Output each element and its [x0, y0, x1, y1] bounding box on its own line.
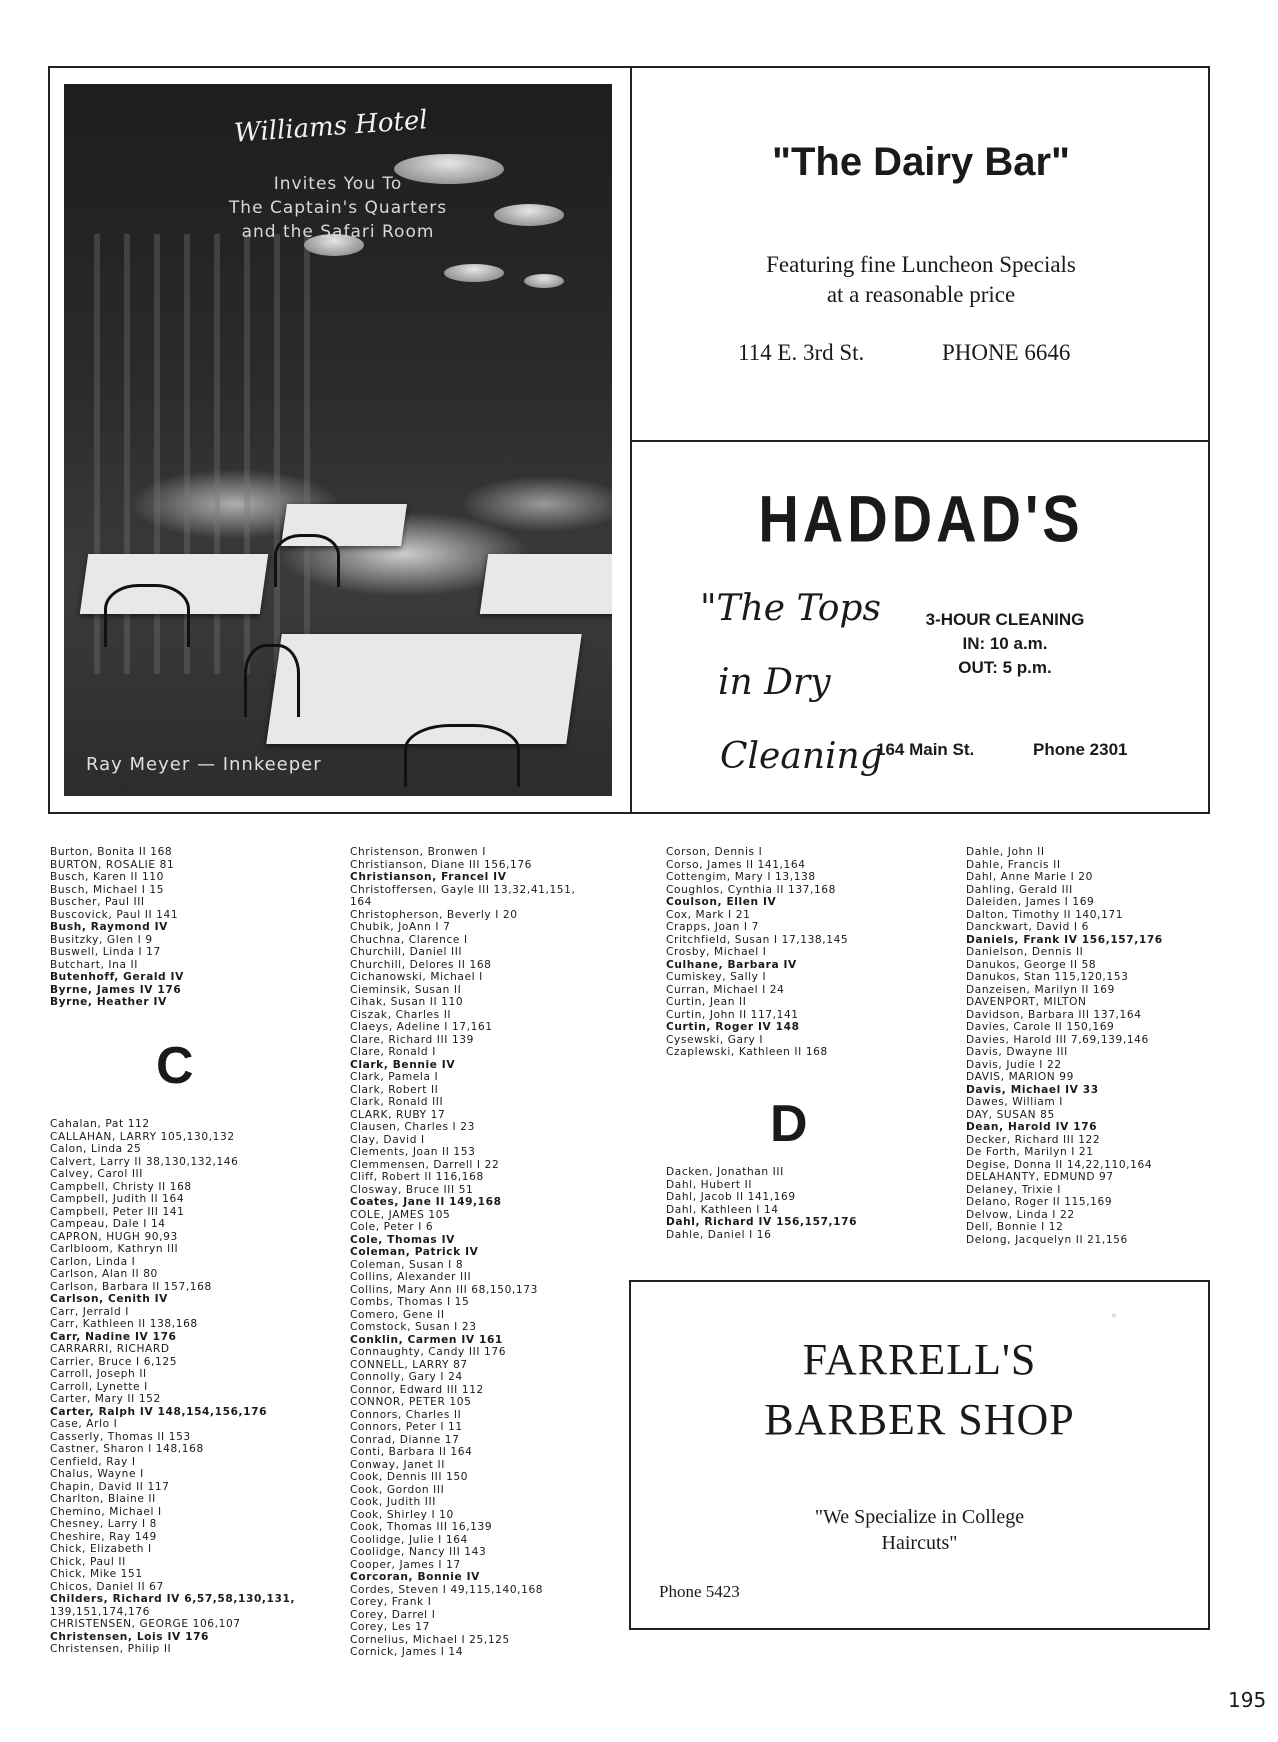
index-entry: Coulson, Ellen IV: [666, 896, 777, 908]
index-entry: Buscovick, Paul II 141: [50, 908, 179, 921]
index-entry: Crapps, Joan I 7: [666, 921, 759, 933]
index-entry: Curran, Michael I 24: [666, 983, 785, 996]
index-entry: Cumiskey, Sally I: [666, 971, 767, 983]
index-entry: Buscher, Paul III: [50, 896, 145, 908]
dairy-bar-title: "The Dairy Bar": [771, 140, 1071, 184]
index-entry: Cottengim, Mary I 13,138: [666, 871, 816, 883]
index-entry: Davis, Judie I 22: [966, 1058, 1062, 1071]
index-entry: Dahl, Anne Marie I 20: [966, 871, 1093, 883]
index-entry: DAVENPORT, MILTON: [966, 996, 1087, 1008]
index-entry: Childers, Richard IV 6,57,58,130,131,: [50, 1593, 296, 1605]
index-entry: Churchill, Delores II 168: [350, 958, 492, 971]
index-entry: Butchart, Ina II: [50, 958, 138, 971]
index-entry: Dahl, Jacob II 141,169: [666, 1191, 796, 1203]
farrell-mark: °: [1111, 1312, 1117, 1326]
index-entry: Cahalan, Pat 112: [50, 1118, 150, 1130]
index-entry: Cordes, Steven I 49,115,140,168: [350, 1583, 544, 1596]
index-entry: Christensen, Philip II: [50, 1643, 172, 1655]
haddads-in-time: IN: 10 a.m.: [962, 634, 1048, 653]
ad-divider-horizontal: [630, 440, 1210, 442]
index-entry: Daleiden, James I 169: [966, 896, 1095, 908]
index-entry: Coleman, Patrick IV: [350, 1246, 479, 1258]
index-entry: Calvey, Carol III: [50, 1168, 143, 1180]
index-entry: Carlson, Alan II 80: [50, 1268, 158, 1280]
index-entry: Campbell, Christy II 168: [50, 1180, 192, 1193]
index-entry: Curtin, Jean II: [666, 996, 747, 1008]
index-entry: Delano, Roger II 115,169: [966, 1196, 1113, 1208]
index-entry: Daniels, Frank IV 156,157,176: [966, 933, 1163, 946]
index-entry: Dahl, Hubert II: [666, 1178, 753, 1191]
index-entry: Cole, Peter I 6: [350, 1221, 434, 1233]
index-entry: Chesney, Larry I 8: [50, 1518, 157, 1530]
index-entry: Danzeisen, Marilyn II 169: [966, 983, 1115, 996]
index-entry: Clements, Joan II 153: [350, 1146, 476, 1158]
index-entry: Dahling, Gerald III: [966, 883, 1073, 896]
index-entry: Bush, Raymond IV: [50, 921, 168, 933]
index-entry: Curtin, John II 117,141: [666, 1008, 799, 1021]
index-entry: Case, Arlo I: [50, 1418, 118, 1430]
innkeeper-caption: Ray Meyer — Innkeeper: [86, 754, 322, 775]
index-entry: Claeys, Adeline I 17,161: [350, 1021, 493, 1033]
hotel-name: Williams Hotel: [233, 105, 429, 149]
index-entry: DAY, SUSAN 85: [966, 1108, 1055, 1121]
index-entry: CAPRON, HUGH 90,93: [50, 1230, 178, 1243]
haddads-address: 164 Main St.: [876, 740, 975, 759]
index-entry: Carroll, Lynette I: [50, 1380, 148, 1393]
index-entry: Carr, Jerrald I: [50, 1305, 129, 1318]
index-entry: Corcoran, Bonnie IV: [350, 1571, 480, 1583]
index-entry: Collins, Mary Ann III 68,150,173: [350, 1283, 538, 1296]
index-entry: Cooper, James I 17: [350, 1558, 461, 1571]
dairy-bar-line-1: Featuring fine Luncheon Specials: [766, 252, 1076, 277]
section-letter-c: C: [156, 1037, 194, 1095]
index-entry: Connor, Edward III 112: [350, 1383, 484, 1396]
index-entry: Connors, Charles II: [350, 1408, 462, 1421]
index-entry: Butenhoff, Gerald IV: [50, 971, 184, 983]
index-entry: Carter, Mary II 152: [50, 1393, 161, 1405]
index-entry: Churchill, Daniel III: [350, 946, 463, 958]
index-entry: Carrier, Bruce I 6,125: [50, 1355, 178, 1368]
index-entry: Clare, Ronald I: [350, 1046, 436, 1058]
index-entry: Buswell, Linda I 17: [50, 946, 161, 958]
index-entry: Danielson, Dennis II: [966, 946, 1084, 958]
index-entry: CALLAHAN, LARRY 105,130,132: [50, 1130, 235, 1143]
index-entry: Carlbloom, Kathryn III: [50, 1243, 179, 1255]
index-entry: Cook, Dennis III 150: [350, 1471, 469, 1483]
index-entry: CARRARRI, RICHARD: [50, 1343, 170, 1355]
farrell-title-line-1: FARRELL'S: [802, 1335, 1037, 1384]
index-entry: Coates, Jane II 149,168: [350, 1196, 502, 1208]
index-entry: Busitzky, Glen I 9: [50, 933, 153, 946]
index-entry: Crosby, Michael I: [666, 946, 767, 958]
dairy-bar-phone: PHONE 6646: [942, 340, 1071, 365]
index-entry: Corey, Darrel I: [350, 1608, 436, 1621]
index-entry: Decker, Richard III 122: [966, 1133, 1101, 1146]
index-entry: Cihak, Susan II 110: [350, 996, 464, 1008]
index-entry: Chapin, David II 117: [50, 1480, 170, 1493]
dairy-bar-address: 114 E. 3rd St.: [738, 340, 865, 365]
index-entry: Danukos, George II 58: [966, 958, 1097, 971]
index-entry: Calon, Linda 25: [50, 1143, 142, 1155]
section-letter-d: D: [770, 1095, 808, 1153]
index-entry: Christensen, Lois IV 176: [50, 1630, 210, 1643]
haddads-script-line-1: "The Tops: [700, 588, 881, 629]
index-entry: Charlton, Blaine II: [50, 1493, 156, 1505]
index-entry: Christianson, Francel IV: [350, 871, 507, 883]
index-entry: Campeau, Dale I 14: [50, 1218, 166, 1230]
index-entry: Carr, Nadine IV 176: [50, 1330, 177, 1343]
index-entry: Davies, Harold III 7,69,139,146: [966, 1033, 1149, 1046]
index-entry: Danukos, Stan 115,120,153: [966, 971, 1129, 983]
index-entry: Connors, Peter I 11: [350, 1421, 463, 1433]
index-entry: De Forth, Marilyn I 21: [966, 1146, 1094, 1158]
index-entry: Clark, Bennie IV: [350, 1058, 456, 1071]
index-entry: Carlson, Barbara II 157,168: [50, 1280, 212, 1293]
index-entry: Corson, Dennis I: [666, 846, 763, 858]
index-entry: Connolly, Gary I 24: [350, 1371, 463, 1383]
index-entry: Carlson, Cenith IV: [50, 1293, 168, 1305]
index-entry: Byrne, Heather IV: [50, 996, 167, 1008]
index-entry: Cornelius, Michael I 25,125: [350, 1633, 510, 1646]
index-entry: Clark, Robert II: [350, 1083, 439, 1096]
index-entry: Cook, Gordon III: [350, 1483, 445, 1496]
index-column-1: [50, 846, 184, 1009]
index-entry: Calvert, Larry II 38,130,132,146: [50, 1155, 239, 1168]
index-entry: Chubik, JoAnn I 7: [350, 921, 451, 933]
index-entry: Campbell, Peter III 141: [50, 1205, 185, 1218]
index-entry: Combs, Thomas I 15: [350, 1296, 470, 1308]
index-entry: Dahle, Daniel I 16: [666, 1228, 772, 1241]
index-entry: Dawes, William I: [966, 1096, 1064, 1108]
index-entry: Davis, Michael IV 33: [966, 1083, 1099, 1096]
index-entry: Comstock, Susan I 23: [350, 1321, 477, 1333]
index-entry: Cenfield, Ray I: [50, 1455, 136, 1468]
index-entry: Dahle, John II: [966, 846, 1045, 858]
index-entry: Dacken, Jonathan III: [666, 1166, 784, 1178]
hotel-photo: [64, 84, 612, 796]
index-entry: DELAHANTY, EDMUND 97: [966, 1171, 1114, 1183]
index-entry: Delaney, Trixie I: [966, 1183, 1061, 1196]
index-entry: Cook, Shirley I 10: [350, 1508, 454, 1521]
index-entry: Corso, James II 141,164: [666, 858, 806, 871]
index-entry: Corey, Frank I: [350, 1596, 432, 1608]
index-entry: Carlon, Linda I: [50, 1255, 136, 1268]
index-entry: CHRISTENSEN, GEORGE 106,107: [50, 1618, 241, 1630]
index-entry: Davis, Dwayne III: [966, 1046, 1068, 1058]
index-entry: Delong, Jacquelyn II 21,156: [966, 1233, 1128, 1246]
index-column-4: [966, 846, 1163, 1246]
index-entry: Davies, Carole II 150,169: [966, 1021, 1115, 1033]
index-entry: Dean, Harold IV 176: [966, 1121, 1098, 1133]
index-entry: Clare, Richard III 139: [350, 1033, 474, 1046]
index-entry: Cieminsik, Susan II: [350, 983, 462, 996]
haddads-script-line-3: Cleaning: [720, 736, 883, 777]
index-column-3-d-section: [666, 1166, 857, 1241]
index-entry: Castner, Sharon I 148,168: [50, 1443, 204, 1455]
index-entry: CONNOR, PETER 105: [350, 1396, 472, 1408]
index-entry: Conklin, Carmen IV 161: [350, 1333, 503, 1346]
index-entry: Cook, Judith III: [350, 1496, 436, 1508]
farrell-title-line-2: BARBER SHOP: [764, 1395, 1075, 1444]
index-entry: Chick, Mike 151: [50, 1568, 143, 1580]
index-entry: Christoffersen, Gayle III 13,32,41,151,: [350, 883, 576, 896]
index-entry: COLE, JAMES 105: [350, 1208, 451, 1221]
hotel-invite-line-2: The Captain's Quarters: [228, 198, 448, 218]
index-entry: Chicos, Daniel II 67: [50, 1580, 164, 1593]
haddads-title: HADDAD'S: [758, 481, 1084, 556]
index-entry: Cichanowski, Michael I: [350, 971, 483, 983]
index-entry: Conti, Barbara II 164: [350, 1446, 473, 1458]
farrell-phone: Phone 5423: [659, 1582, 740, 1601]
index-entry: Christopherson, Beverly I 20: [350, 908, 518, 921]
index-entry: Cole, Thomas IV: [350, 1233, 455, 1246]
index-entry: Cysewski, Gary I: [666, 1033, 764, 1046]
index-entry: CLARK, RUBY 17: [350, 1108, 446, 1121]
index-entry: Dalton, Timothy II 140,171: [966, 908, 1124, 921]
index-entry: Closway, Bruce III 51: [350, 1183, 474, 1196]
index-entry: Conrad, Dianne 17: [350, 1433, 460, 1446]
index-column-3: [666, 846, 848, 1059]
index-entry: Culhane, Barbara IV: [666, 958, 797, 971]
index-entry: 139,151,174,176: [50, 1605, 150, 1618]
index-entry: Christianson, Diane III 156,176: [350, 858, 533, 871]
index-entry: Degise, Donna II 14,22,110,164: [966, 1158, 1153, 1171]
index-entry: BURTON, ROSALIE 81: [50, 858, 175, 871]
index-entry: Christenson, Bronwen I: [350, 846, 486, 858]
index-entry: Cliff, Robert II 116,168: [350, 1171, 484, 1183]
index-entry: Coolidge, Nancy III 143: [350, 1546, 487, 1558]
index-entry: Cook, Thomas III 16,139: [350, 1521, 493, 1533]
index-entry: Danckwart, David I 6: [966, 921, 1089, 933]
farrell-ad: [629, 1280, 1210, 1630]
index-entry: Clausen, Charles I 23: [350, 1121, 475, 1133]
index-entry: Busch, Michael I 15: [50, 883, 165, 896]
index-entry: Clay, David I: [350, 1133, 425, 1146]
index-entry: Dahl, Kathleen I 14: [666, 1203, 779, 1216]
haddads-service-title: 3-HOUR CLEANING: [925, 610, 1085, 629]
index-entry: Chalus, Wayne I: [50, 1468, 144, 1480]
index-entry: Busch, Karen II 110: [50, 871, 164, 883]
index-entry: Carr, Kathleen II 138,168: [50, 1318, 198, 1330]
index-entry: Burton, Bonita II 168: [50, 846, 173, 858]
farrell-slogan: [631, 1504, 1208, 1556]
haddads-phone: Phone 2301: [1033, 740, 1128, 759]
index-entry: Dahl, Richard IV 156,157,176: [666, 1216, 858, 1228]
haddads-out-time: OUT: 5 p.m.: [958, 658, 1052, 677]
farrell-slogan-line-2: Haircuts": [881, 1532, 958, 1554]
index-entry: Critchfield, Susan I 17,138,145: [666, 933, 849, 946]
index-entry: Casserly, Thomas II 153: [50, 1430, 191, 1443]
index-entry: Conway, Janet II: [350, 1458, 445, 1471]
index-entry: Corey, Les 17: [350, 1621, 430, 1633]
index-entry: Carter, Ralph IV 148,154,156,176: [50, 1405, 268, 1418]
index-entry: Clark, Ronald III: [350, 1096, 444, 1108]
index-entry: Cox, Mark I 21: [666, 908, 751, 921]
index-entry: Carroll, Joseph II: [50, 1368, 147, 1380]
index-entry: Chuchna, Clarence I: [350, 933, 468, 946]
index-entry: Clemmensen, Darrell I 22: [350, 1158, 500, 1171]
index-entry: Campbell, Judith II 164: [50, 1193, 185, 1205]
index-entry: Coleman, Susan I 8: [350, 1258, 464, 1271]
index-entry: Dell, Bonnie I 12: [966, 1221, 1064, 1233]
index-entry: Chick, Elizabeth I: [50, 1543, 152, 1555]
index-entry: CONNELL, LARRY 87: [350, 1358, 468, 1371]
farrell-slogan-line-1: "We Specialize in College: [814, 1506, 1025, 1528]
index-entry: Connaughty, Candy III 176: [350, 1346, 507, 1358]
hotel-invite-line-3: and the Safari Room: [241, 222, 435, 242]
index-entry: 164: [350, 896, 373, 908]
index-entry: Clark, Pamela I: [350, 1071, 439, 1083]
haddads-script-line-2: in Dry: [718, 662, 831, 703]
page-number: 195: [1228, 1688, 1267, 1712]
index-entry: Ciszak, Charles II: [350, 1008, 452, 1021]
index-entry: Delvow, Linda I 22: [966, 1208, 1075, 1221]
index-entry: Dahle, Francis II: [966, 858, 1061, 871]
dairy-bar-line-2: at a reasonable price: [826, 282, 1016, 307]
index-entry: Chick, Paul II: [50, 1555, 126, 1568]
index-column-2: [350, 846, 575, 1659]
index-entry: Collins, Alexander III: [350, 1271, 472, 1283]
index-entry: Chemino, Michael I: [50, 1505, 162, 1518]
index-entry: Cornick, James I 14: [350, 1646, 464, 1658]
index-entry: Comero, Gene II: [350, 1308, 445, 1321]
index-entry: Coolidge, Julie I 164: [350, 1533, 468, 1546]
index-column-1-c-section: [50, 1118, 295, 1656]
hotel-invite-line-1: Invites You To: [273, 174, 403, 194]
index-entry: Davidson, Barbara III 137,164: [966, 1008, 1142, 1021]
index-entry: Byrne, James IV 176: [50, 983, 182, 996]
index-entry: Cheshire, Ray 149: [50, 1530, 157, 1543]
index-entry: Curtin, Roger IV 148: [666, 1021, 800, 1033]
index-entry: Coughlos, Cynthia II 137,168: [666, 883, 836, 896]
index-entry: Czaplewski, Kathleen II 168: [666, 1046, 828, 1058]
index-entry: DAVIS, MARION 99: [966, 1071, 1074, 1083]
